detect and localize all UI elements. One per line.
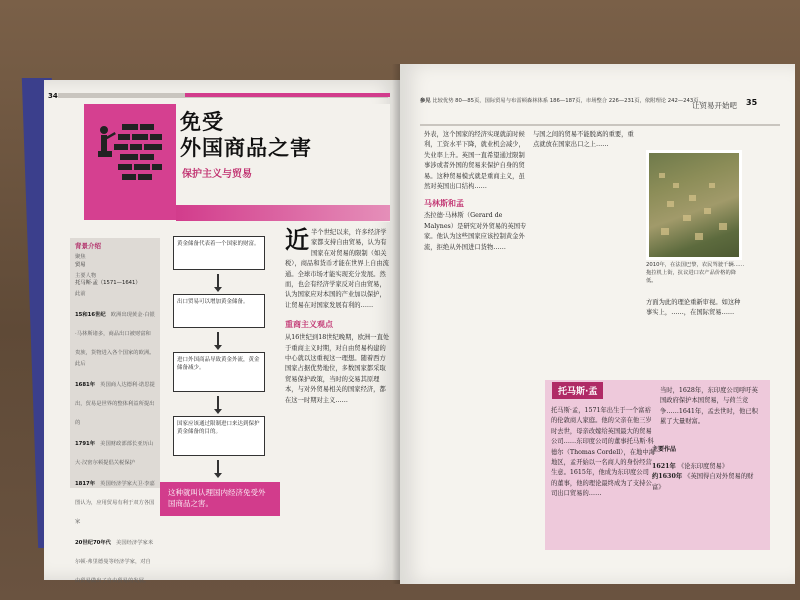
biography-title: 托马斯·孟	[552, 382, 603, 399]
photo-caption: 2010年，在法国巴黎，农民驾驶千辆……拖拉机上街，抗议进口农产品价格的降低。	[646, 262, 745, 284]
tractor-protest-photo	[646, 150, 742, 260]
drop-cap: 近	[285, 225, 309, 254]
left-text-column	[285, 225, 390, 528]
flow-diagram	[165, 228, 275, 518]
paragraph: 外表，这个国家的经济实现就前时候利，工资水平下降，就业机会减少，失业率上升。英国一直希望通过限制事涉或者外国的贸易来保护自身的贸易。这种贸易模式就是重商主义，虽然对英国出口结构……	[424, 131, 525, 191]
sidebar-before-label: 此前	[75, 291, 86, 298]
sidebar-heading: 背景介绍	[75, 242, 101, 250]
photo-image	[649, 153, 739, 257]
right-text-column-1	[424, 130, 528, 253]
sidebar-people-value: 托马斯·孟（1571—1641）	[75, 280, 141, 287]
sidebar-people-label: 主要人物	[75, 272, 97, 279]
flow-conclusion-box: 这种就叫认理国内经济免受外国商品之害。	[160, 482, 280, 516]
flow-arrow	[217, 274, 219, 288]
cross-reference: 参见 比较优势 80—85页，国际贸易与布雷顿森林体系 186—187页，市场整合 226—231页，依附理论 242—243页。	[420, 98, 704, 104]
works-item: 约1630年 《英国得自对外贸易的财富》	[652, 473, 754, 491]
sidebar-entry: 1791年 美国财政部部长亚历山大·汉密尔顿提倡关税保护	[75, 440, 154, 466]
sidebar-entry: 1817年 英国经济学家大卫·李嘉图认为，应用贸易有利于双方各国家	[75, 480, 155, 525]
chapter-title-line1: 免受	[180, 110, 224, 134]
works-item: 1621年 《论东印度贸易》	[652, 463, 729, 470]
flow-step-4: 国家应该通过限制进口来达到保护黄金储备的目的。	[173, 416, 265, 456]
right-page-number: 35	[746, 98, 758, 107]
flow-arrow	[217, 396, 219, 410]
title-illustration-panel	[84, 104, 176, 220]
flow-arrow	[217, 332, 219, 346]
sidebar-after-label: 此后	[75, 360, 86, 367]
sidebar-entry: 20世纪70年代 美国经济学家米尔顿·弗里德曼等经济学家，对自由贸易做出了自由贸易的发展。	[75, 539, 154, 584]
left-top-accent	[185, 93, 390, 97]
section-paragraph: 从16世纪到18世纪晚期，欧洲一直处于重商主义时期，对自由贸易构建的中心就以这重视这一理想。随着西方国家占据优势地位，多数国家都采取贸易保护政策，当时的交易其原理本，与对外贸易相关的国家经济，都在这一时期对主义……	[285, 334, 390, 404]
photo-side-text: 方面为此的理论重新审视。如这种事实上，……，在国际贸易……	[646, 299, 741, 317]
paragraph: 杰拉德·马林斯（Gerard de Malynes）是研究对外贸易的英国专家。他认为这些国家应该控制黄金外流，拒绝从外国进口货物……	[424, 212, 527, 251]
running-head: 让贸易开始吧	[692, 101, 737, 110]
flow-arrow	[217, 460, 219, 474]
sidebar-focus-label: 聚焦	[75, 254, 86, 260]
sidebar-focus-value: 贸易	[75, 261, 86, 268]
flow-step-3: 进口外国商品导致黄金外流，黄金储备减少。	[173, 352, 265, 392]
flow-step-2: 出口贸易可以增加黄金储备。	[173, 294, 265, 328]
chapter-subtitle: 保护主义与贸易	[182, 169, 252, 180]
context-sidebar	[70, 238, 160, 584]
left-page-number: 34	[48, 92, 58, 100]
sidebar-entry: 15和16世纪 欧洲出现黄金·白银·马林斯诸多，商品出口被财富和贵族，货物进入各个国家的欧洲。	[75, 311, 155, 356]
chapter-title-line2: 外国商品之害	[180, 136, 312, 160]
intro-paragraph: 近半个世纪以来，许多经济学家都支持自由贸易，认为有国家在对贸易的限制（如关税），商品和货币才能在世界上自由流通。全球市场才能实现充分发展。然而，也会有经济学家反对自由贸易，认为国家应对本国的产业加以保护，让贸易在对国家发展有利的……	[285, 225, 389, 309]
paragraph: 与国之间的贸易不能脱离的重要，重点就放在国家出口之上……	[533, 131, 634, 149]
works-heading: 主要作品	[652, 446, 677, 453]
biography-text-2: 当时，1628年，东印度公司呼吁英国政府保护本国贸易，与荷兰竞争……1641年，孟去世时，他已积累了大量财富。	[660, 387, 758, 426]
section-heading-mercantilism: 重商主义观点	[285, 320, 333, 330]
works-list	[652, 462, 760, 493]
biography-box	[545, 380, 770, 550]
flow-step-1: 黄金储备代表着一个国家的财富。	[173, 236, 265, 270]
cargo-stack-illustration	[84, 104, 176, 220]
right-text-column-2	[533, 130, 637, 151]
biography-text: 托马斯·孟，1571年出生于一个富裕的伦敦商人家庭。他的父亲在他三岁时去世，母亲改嫁给英国最大的贸易公司……东印度公司的董事托马斯·科德尔（Thomas Cordell），在地中海地区，孟开始以一名商人的身份经营生意。1615年，他成为东印度公司的董事，他的理论最终成为了支持公司出口贸易的……	[551, 407, 655, 498]
sidebar-entry: 1681年 英国商人达德利·诺思提出，贸易是世界的整体利益所提出的	[75, 381, 155, 426]
title-stripe	[176, 205, 390, 221]
right-top-rule	[420, 124, 780, 126]
section-heading-malynes-mun: 马林斯和孟	[424, 199, 464, 209]
